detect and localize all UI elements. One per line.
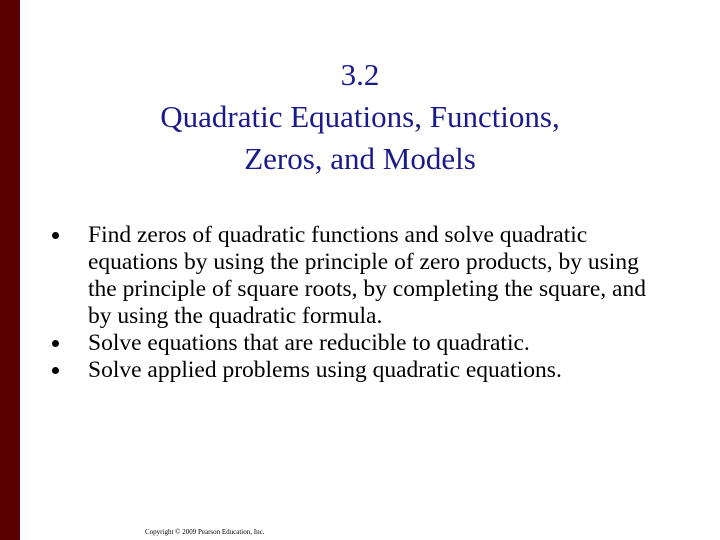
list-item-text: Find zeros of quadratic functions and solve quadratic equations by using the principle of zero products, by using the principle of square roots, by completing the square, and by using the quadratic formula. <box>88 222 646 329</box>
list-item-text: Solve equations that are reducible to quadratic. <box>88 330 530 356</box>
list-item <box>52 357 672 384</box>
title-line-subtopic: Zeros, and Models <box>244 141 476 176</box>
title-line-section-number: 3.2 <box>340 57 380 92</box>
list-item <box>52 330 672 357</box>
bullet-dot-icon <box>52 232 59 239</box>
copyright-notice: Copyright © 2009 Pearson Education, Inc. <box>145 528 265 536</box>
bullet-dot-icon <box>52 340 59 347</box>
left-accent-bar <box>0 0 20 540</box>
list-item-text: Solve applied problems using quadratic equations. <box>88 357 562 383</box>
list-item <box>52 222 672 330</box>
bullet-dot-icon <box>52 367 59 374</box>
slide-title <box>60 54 660 180</box>
objectives-list <box>52 222 672 384</box>
title-line-topic: Quadratic Equations, Functions, <box>160 99 560 134</box>
